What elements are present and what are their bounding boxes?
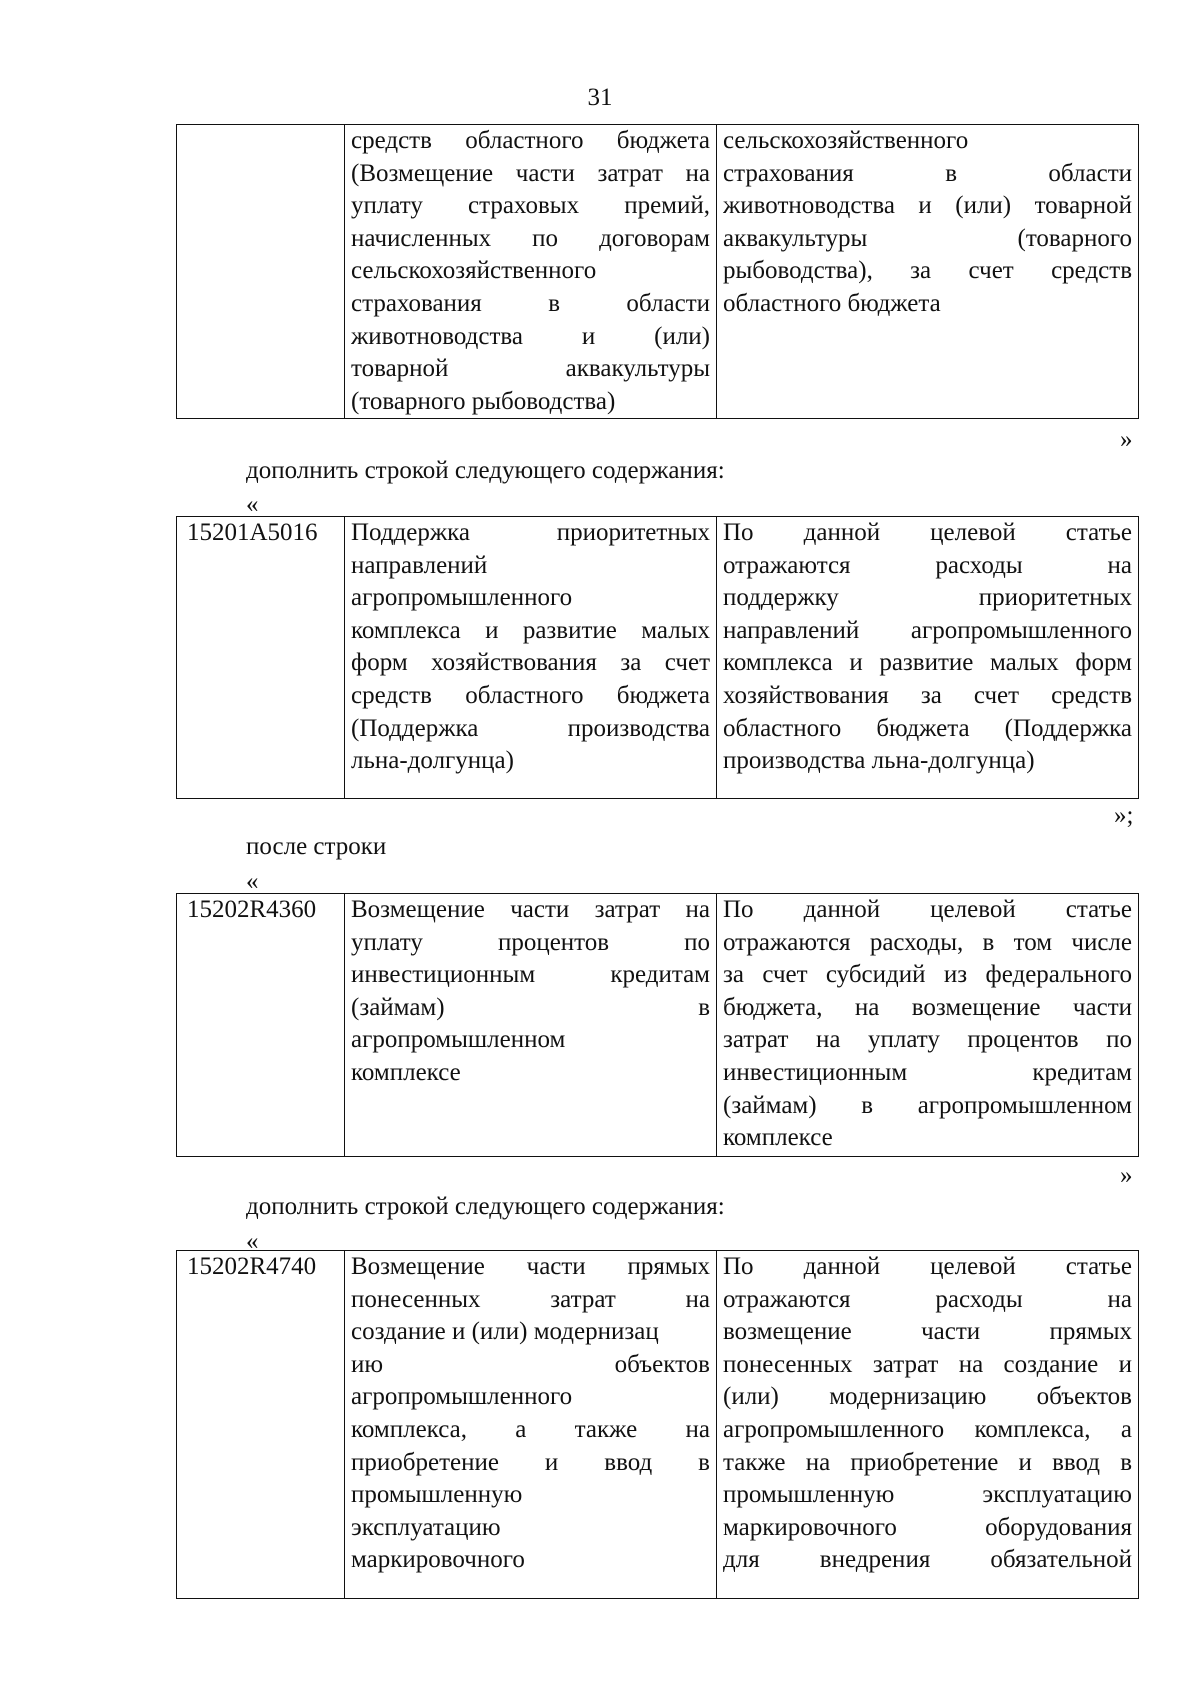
cell-text-line: комплексе — [351, 1058, 461, 1086]
cell-text-line: маркировочного — [351, 1546, 525, 1574]
cell-text-line: агропромышленного — [351, 1383, 573, 1411]
table-cell-description — [717, 1251, 1139, 1599]
cell-text-line: Поддержка приоритетных — [351, 519, 710, 546]
cell-text-line: понесенных затрат на — [351, 1285, 710, 1313]
cell-text-line: средств областного бюджета — [351, 127, 710, 154]
cell-text-line: промышленную эксплуатацию — [723, 1481, 1132, 1509]
cell-text-line: страхования в области — [351, 289, 710, 317]
instruction-text: дополнить строкой следующего содержания: — [246, 1193, 725, 1220]
cell-text-line: поддержку приоритетных — [723, 584, 1132, 612]
table-cell-code: 15202R4740 — [177, 1251, 345, 1599]
table-row — [177, 894, 1139, 1157]
table-row-15202R4360 — [176, 893, 1139, 1157]
table-row-15202R4740 — [176, 1250, 1139, 1599]
table-row-15201A5016 — [176, 516, 1139, 799]
table-cell-name — [345, 517, 717, 799]
closing-quote: »; — [1114, 802, 1134, 829]
cell-text-line: бюджета, на возмещение части — [723, 993, 1132, 1021]
cell-text-line: ию объектов — [351, 1350, 710, 1378]
cell-text-line: форм хозяйствования за счет — [351, 649, 710, 677]
table-cell-description — [717, 517, 1139, 799]
cell-text-line: (Поддержка производства — [351, 714, 710, 742]
cell-text-line: хозяйствования за счет средств — [723, 681, 1132, 709]
table-cell-name — [345, 125, 717, 419]
table-cell-code: 15201A5016 — [177, 517, 345, 799]
table-cell-description — [717, 125, 1139, 419]
table-cell-description — [717, 894, 1139, 1157]
table-cell-code: 15202R4360 — [177, 894, 345, 1157]
table-row — [177, 125, 1139, 419]
cell-text-line: инвестиционным кредитам — [351, 961, 710, 989]
opening-quote: « — [246, 491, 259, 518]
cell-text-line: уплату страховых премий, — [351, 192, 710, 220]
cell-text-line: инвестиционным кредитам — [723, 1058, 1132, 1086]
instruction-text: после строки — [246, 833, 387, 860]
cell-text-line: животноводства и (или) товарной — [723, 192, 1132, 220]
cell-text-line: (займам) в агропромышленном — [723, 1091, 1132, 1119]
table-cell-code — [177, 125, 345, 419]
cell-text-line: комплекса и развитие малых форм — [723, 649, 1132, 677]
cell-text-line: По данной целевой статье — [723, 1253, 1132, 1280]
cell-text-line: отражаются расходы на — [723, 1285, 1132, 1313]
cell-text-line: маркировочного оборудования — [723, 1513, 1132, 1541]
cell-text-line: рыбоводства), за счет средств — [723, 257, 1132, 285]
cell-text-line: начисленных по договорам — [351, 224, 710, 252]
cell-text-line: направлений — [351, 551, 488, 579]
cell-text-line: (товарного рыбоводства) — [351, 387, 616, 415]
cell-text-line: льна-долгунца) — [351, 747, 514, 775]
cell-text-line: приобретение и ввод в — [351, 1448, 710, 1476]
cell-text-line: агропромышленном — [351, 1026, 566, 1054]
cell-text-line: аквакультуры (товарного — [723, 224, 1132, 252]
cell-text-line: средств областного бюджета — [351, 681, 710, 709]
instruction-text: дополнить строкой следующего содержания: — [246, 457, 725, 484]
cell-text-line: возмещение части прямых — [723, 1318, 1132, 1346]
table-cell-name — [345, 1251, 717, 1599]
cell-text-line: понесенных затрат на создание и — [723, 1350, 1132, 1378]
cell-text-line: товарной аквакультуры — [351, 355, 710, 383]
closing-quote: » — [1120, 426, 1133, 453]
table-row — [177, 517, 1139, 799]
cell-text-line: агропромышленного комплекса, а — [723, 1415, 1132, 1443]
cell-text-line: для внедрения обязательной — [723, 1546, 1132, 1574]
cell-text-line: производства льна-долгунца) — [723, 747, 1035, 775]
cell-text-line: (или) модернизацию объектов — [723, 1383, 1132, 1411]
cell-text-line: комплекса, а также на — [351, 1415, 710, 1443]
cell-text-line: отражаются расходы на — [723, 551, 1132, 579]
cell-text-line: комплекса и развитие малых — [351, 616, 710, 644]
cell-text-line: также на приобретение и ввод в — [723, 1448, 1132, 1476]
cell-text-line: создание и (или) модернизац — [351, 1318, 659, 1346]
cell-text-line: Возмещение части прямых — [351, 1253, 710, 1280]
cell-text-line: комплексе — [723, 1124, 833, 1152]
cell-text-line: областного бюджета — [723, 289, 941, 317]
cell-text-line: страхования в области — [723, 159, 1132, 187]
cell-text-line: промышленную — [351, 1481, 523, 1509]
cell-text-line: областного бюджета (Поддержка — [723, 714, 1132, 742]
cell-text-line: (займам) в — [351, 993, 710, 1021]
cell-text-line: По данной целевой статье — [723, 519, 1132, 546]
cell-text-line: эксплуатацию — [351, 1513, 501, 1541]
opening-quote: « — [246, 868, 259, 895]
cell-text-line: агропромышленного — [351, 584, 573, 612]
closing-quote: » — [1120, 1162, 1133, 1189]
cell-text-line: уплату процентов по — [351, 928, 710, 956]
cell-text-line: направлений агропромышленного — [723, 616, 1132, 644]
cell-text-line: По данной целевой статье — [723, 896, 1132, 923]
table-continuation — [176, 124, 1139, 419]
page-number: 31 — [587, 84, 613, 111]
cell-text-line: Возмещение части затрат на — [351, 896, 710, 923]
cell-text-line: сельскохозяйственного — [723, 127, 969, 154]
cell-text-line: за счет субсидий из федерального — [723, 961, 1132, 989]
cell-text-line: (Возмещение части затрат на — [351, 159, 710, 187]
opening-quote: « — [246, 1228, 259, 1255]
cell-text-line: животноводства и (или) — [351, 322, 710, 350]
table-row — [177, 1251, 1139, 1599]
table-cell-name — [345, 894, 717, 1157]
cell-text-line: отражаются расходы, в том числе — [723, 928, 1132, 956]
cell-text-line: затрат на уплату процентов по — [723, 1026, 1132, 1054]
cell-text-line: сельскохозяйственного — [351, 257, 597, 285]
